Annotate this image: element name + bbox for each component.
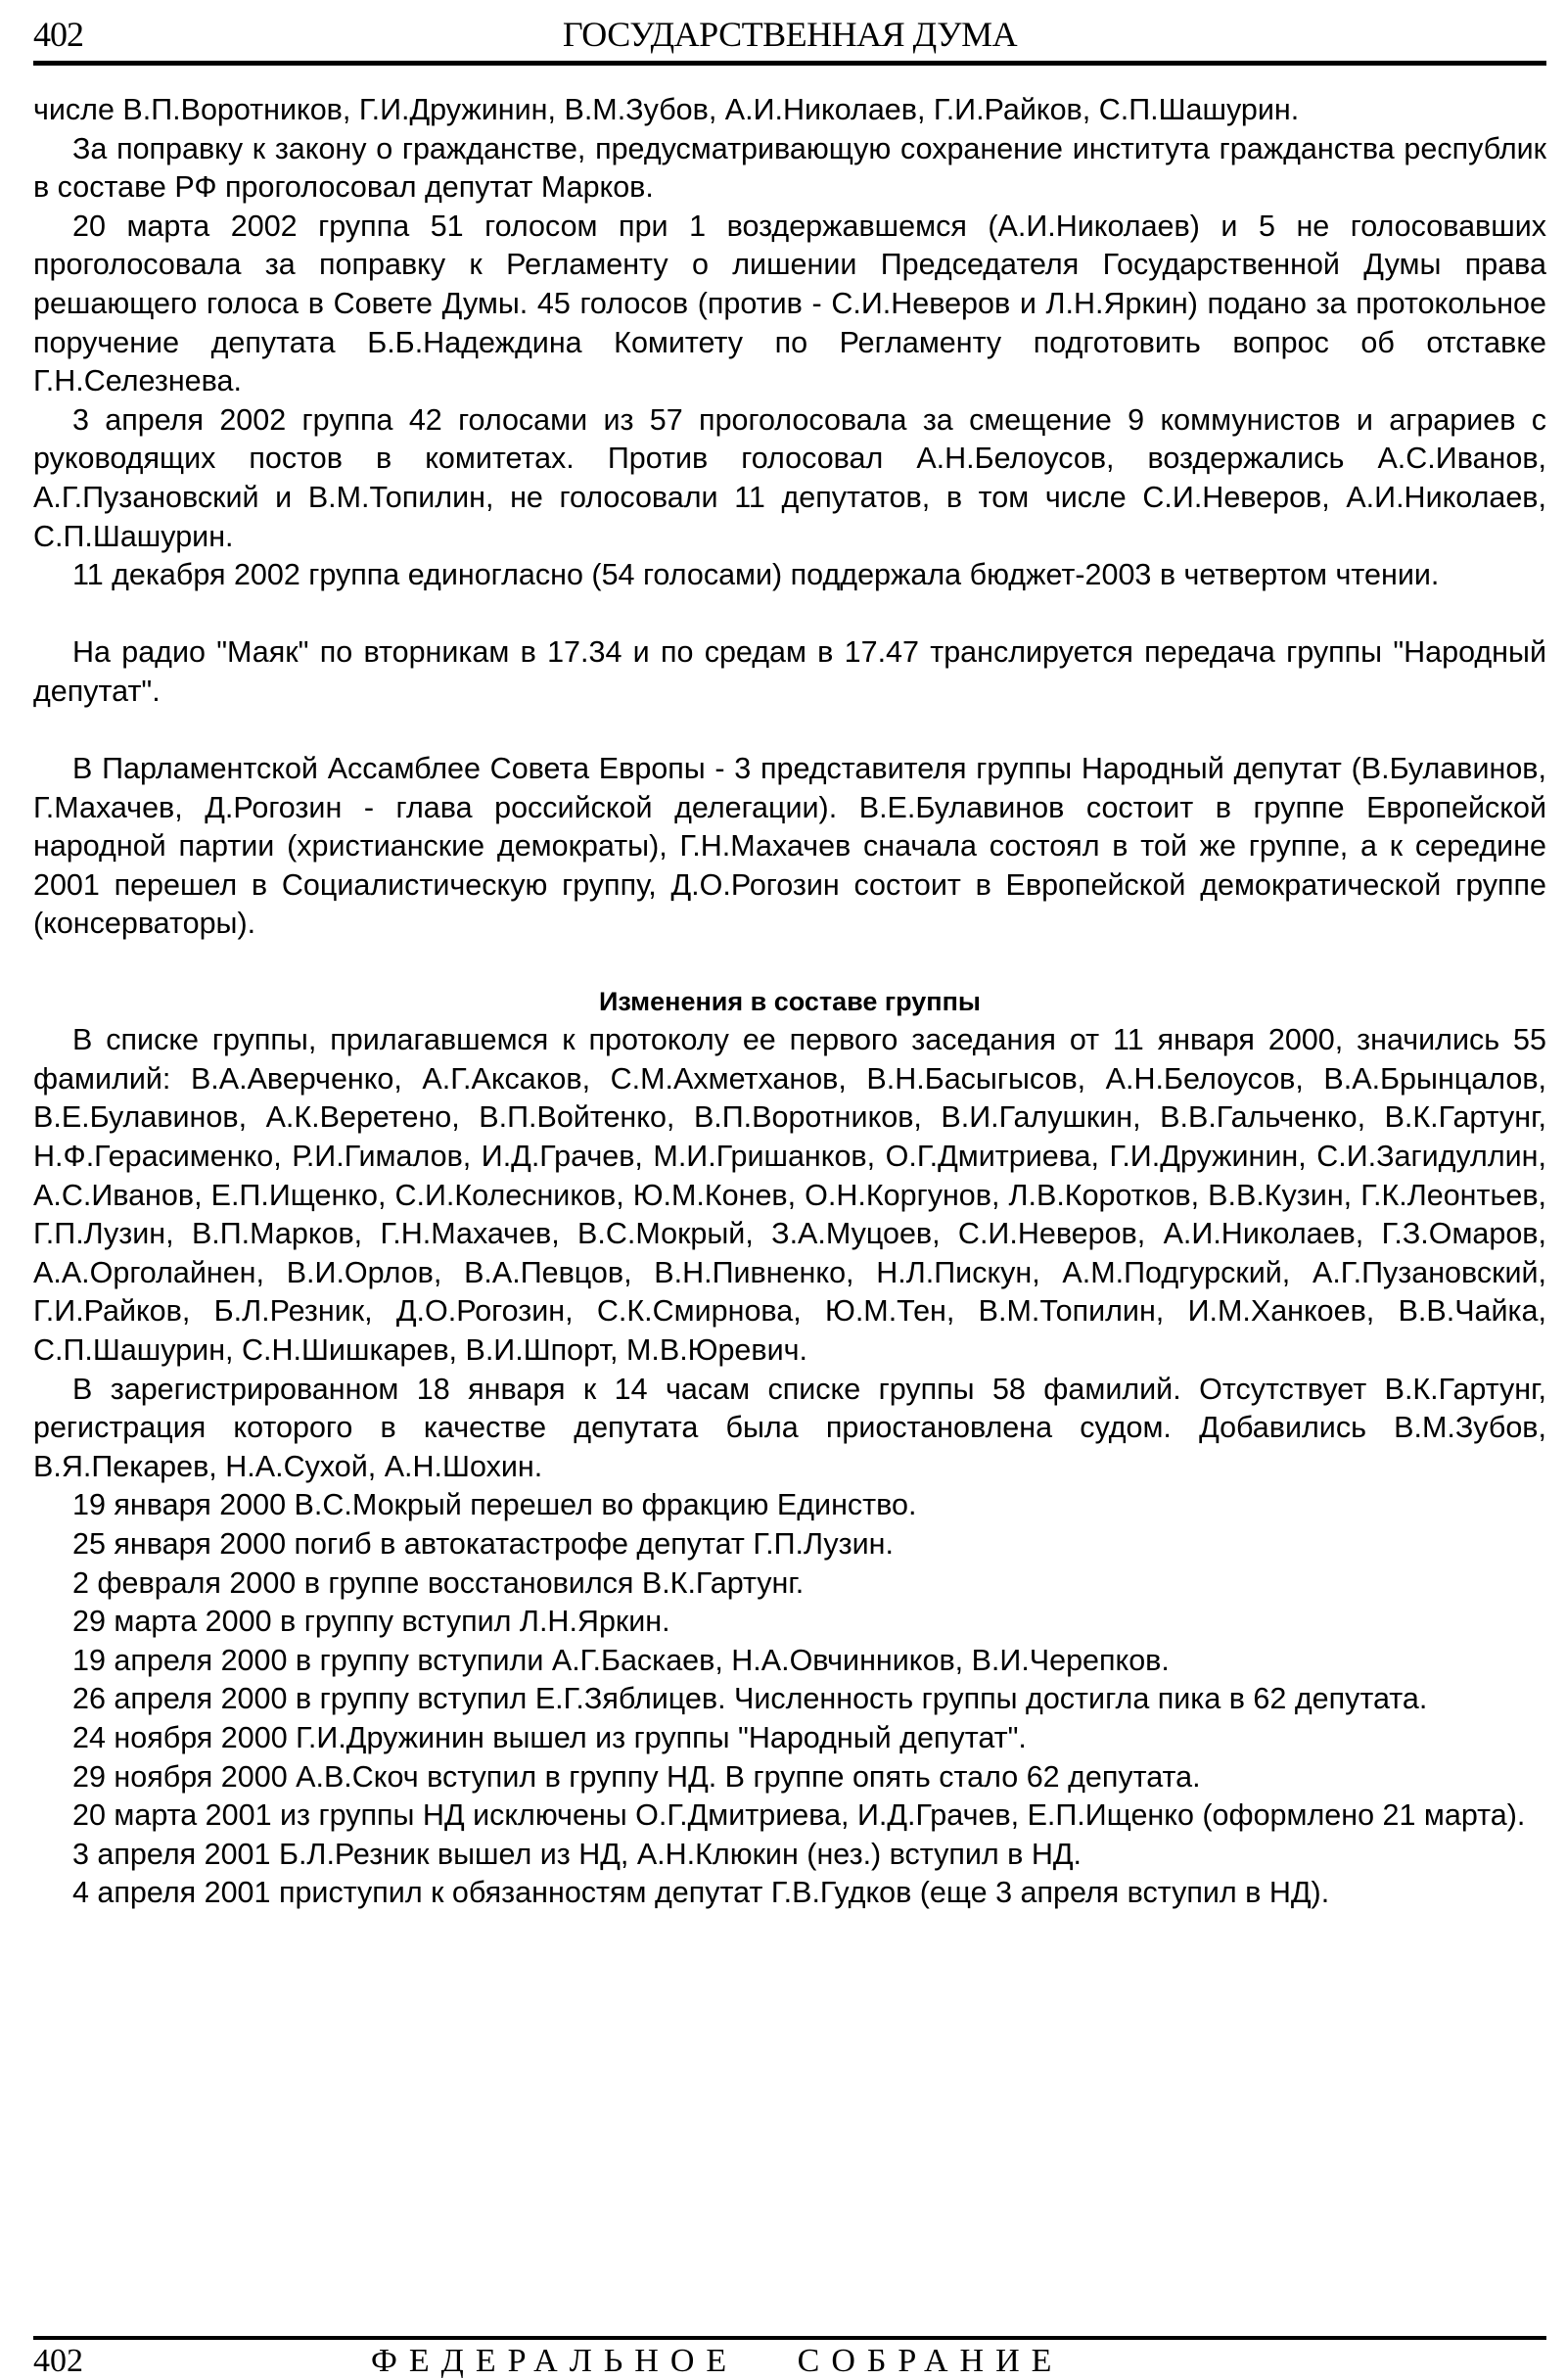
paragraph: 29 марта 2000 в группу вступил Л.Н.Яркин. [72, 1605, 670, 1639]
paragraph: 25 января 2000 погиб в автокатастрофе депутат Г.П.Лузин. [72, 1526, 894, 1561]
paragraph: 3 апреля 2001 Б.Л.Резник вышел из НД, А.Н.Клюкин (нез.) вступил в НД. [72, 1837, 1082, 1871]
paragraph: 20 марта 2001 из группы НД исключены О.Г.Дмитриева, И.Д.Грачев, Е.П.Ищенко (оформлено 21 марта). [72, 1798, 1526, 1833]
paragraph: За поправку к закону о гражданстве, предусматривающую сохранение института гражданства республик в составе РФ проголосовал депутат Марков. [33, 131, 1546, 205]
header-title: ГОСУДАРСТВЕННАЯ ДУМА [562, 15, 1018, 54]
footer-page-number: 402 [33, 2343, 83, 2379]
paragraph: В Парламентской Ассамблее Совета Европы - 3 представителя группы Народный депутат (В.Булавинов, Г.Махачев, Д.Рогозин - глава российской делегации). В.Е.Булавинов состоит в группе Европейской народной партии (христианские демократы), Г.Н.Махачев сначала состоял в той же группе, а к середине 2001 перешел в Социалистическую группу, Д.О.Рогозин состоит в Европейской демократической группе (консерваторы). [33, 752, 1546, 941]
paragraph: 20 марта 2002 группа 51 голосом при 1 воздержавшемся (А.И.Николаев) и 5 не голосовавших проголосовала за поправку к Регламенту о лишении Председателя Государственной Думы права решающего голоса в Совете Думы. 45 голосов (против - С.И.Неверов и Л.Н.Яркин) подано за протокольное поручение депутата Б.Б.Надеждина Комитету по Регламенту подготовить вопрос об отставке Г.Н.Селезнева. [33, 209, 1546, 398]
header-rule [33, 61, 1546, 66]
paragraph: На радио "Маяк" по вторникам в 17.34 и по средам в 17.47 транслируется передача группы "Народный депутат". [33, 635, 1546, 708]
paragraph: 19 апреля 2000 в группу вступили А.Г.Баскаев, Н.А.Овчинников, В.И.Черепков. [72, 1643, 1170, 1677]
paragraph: 3 апреля 2002 группа 42 голосами из 57 проголосовала за смещение 9 коммунистов и аграриев с руководящих постов в комитетах. Против голосовал А.Н.Белоусов, воздержались А.С.Иванов, А.Г.Пузановский и В.М.Топилин, не голосовали 11 депутатов, в том числе С.И.Неверов, А.И.Николаев, С.П.Шашурин. [33, 402, 1546, 553]
paragraph: 26 апреля 2000 в группу вступил Е.Г.Зяблицев. Численность группы достигла пика в 62 депутата. [72, 1682, 1428, 1716]
page-header [33, 8, 1546, 63]
page-body [33, 91, 1546, 1913]
paragraph: 19 января 2000 В.С.Мокрый перешел во фракцию Единство. [72, 1488, 917, 1522]
header-page-number: 402 [33, 15, 83, 54]
paragraph: В зарегистрированном 18 января к 14 часам списке группы 58 фамилий. Отсутствует В.К.Гартунг, регистрация которого в качестве депутата была приостановлена судом. Добавились В.М.Зубов, В.Я.Пекарев, Н.А.Сухой, А.Н.Шохин. [33, 1372, 1546, 1483]
paragraph: 11 декабря 2002 группа единогласно (54 голосами) поддержала бюджет-2003 в четвертом чтении. [72, 558, 1440, 592]
page-footer [33, 2343, 1546, 2379]
paragraph: 2 февраля 2000 в группе восстановился В.К.Гартунг. [72, 1565, 805, 1600]
paragraph: 24 ноября 2000 Г.И.Дружинин вышел из группы "Народный депутат". [72, 1720, 1027, 1754]
paragraph: числе В.П.Воротников, Г.И.Дружинин, В.М.Зубов, А.И.Николаев, Г.И.Райков, С.П.Шашурин. [33, 93, 1300, 126]
footer-title: ФЕДЕРАЛЬНОЕ СОБРАНИЕ [371, 2343, 1064, 2379]
paragraph: 4 апреля 2001 приступил к обязанностям депутат Г.В.Гудков (еще 3 апреля вступил в НД). [72, 1876, 1330, 1910]
paragraph: В списке группы, прилагавшемся к протоколу ее первого заседания от 11 января 2000, значились 55 фамилий: В.А.Аверченко, А.Г.Аксаков, С.М.Ахметханов, В.Н.Басыгысов, А.Н.Белоусов, В.А.Брынцалов, В.Е.Булавинов, А.К.Веретено, В.П.Войтенко, В.П.Воротников, В.И.Галушкин, В.В.Гальченко, В.К.Гартунг, Н.Ф.Герасименко, Р.И.Гималов, И.Д.Грачев, М.И.Гришанков, О.Г.Дмитриева, Г.И.Дружинин, С.И.Загидуллин, А.С.Иванов, Е.П.Ищенко, С.И.Колесников, Ю.М.Конев, О.Н.Коргунов, Л.В.Коротков, В.В.Кузин, Г.К.Леонтьев, Г.П.Лузин, В.П.Марков, Г.Н.Махачев, В.С.Мокрый, З.А.Муцоев, С.И.Неверов, А.И.Николаев, Г.З.Омаров, А.А.Орголайнен, В.И.Орлов, В.А.Певцов, В.Н.Пивненко, Н.Л.Пискун, А.М.Подгурский, А.Г.Пузановский, Г.И.Райков, Б.Л.Резник, Д.О.Рогозин, С.К.Смирнова, Ю.М.Тен, В.М.Топилин, И.М.Ханкоев, В.В.Чайка, С.П.Шашурин, С.Н.Шишкарев, В.И.Шпорт, М.В.Юревич. [33, 1023, 1546, 1367]
footer-rule [33, 2336, 1546, 2340]
section-heading: Изменения в составе группы [599, 986, 981, 1016]
paragraph: 29 ноября 2000 А.В.Скоч вступил в группу НД. В группе опять стало 62 депутата. [72, 1759, 1201, 1794]
